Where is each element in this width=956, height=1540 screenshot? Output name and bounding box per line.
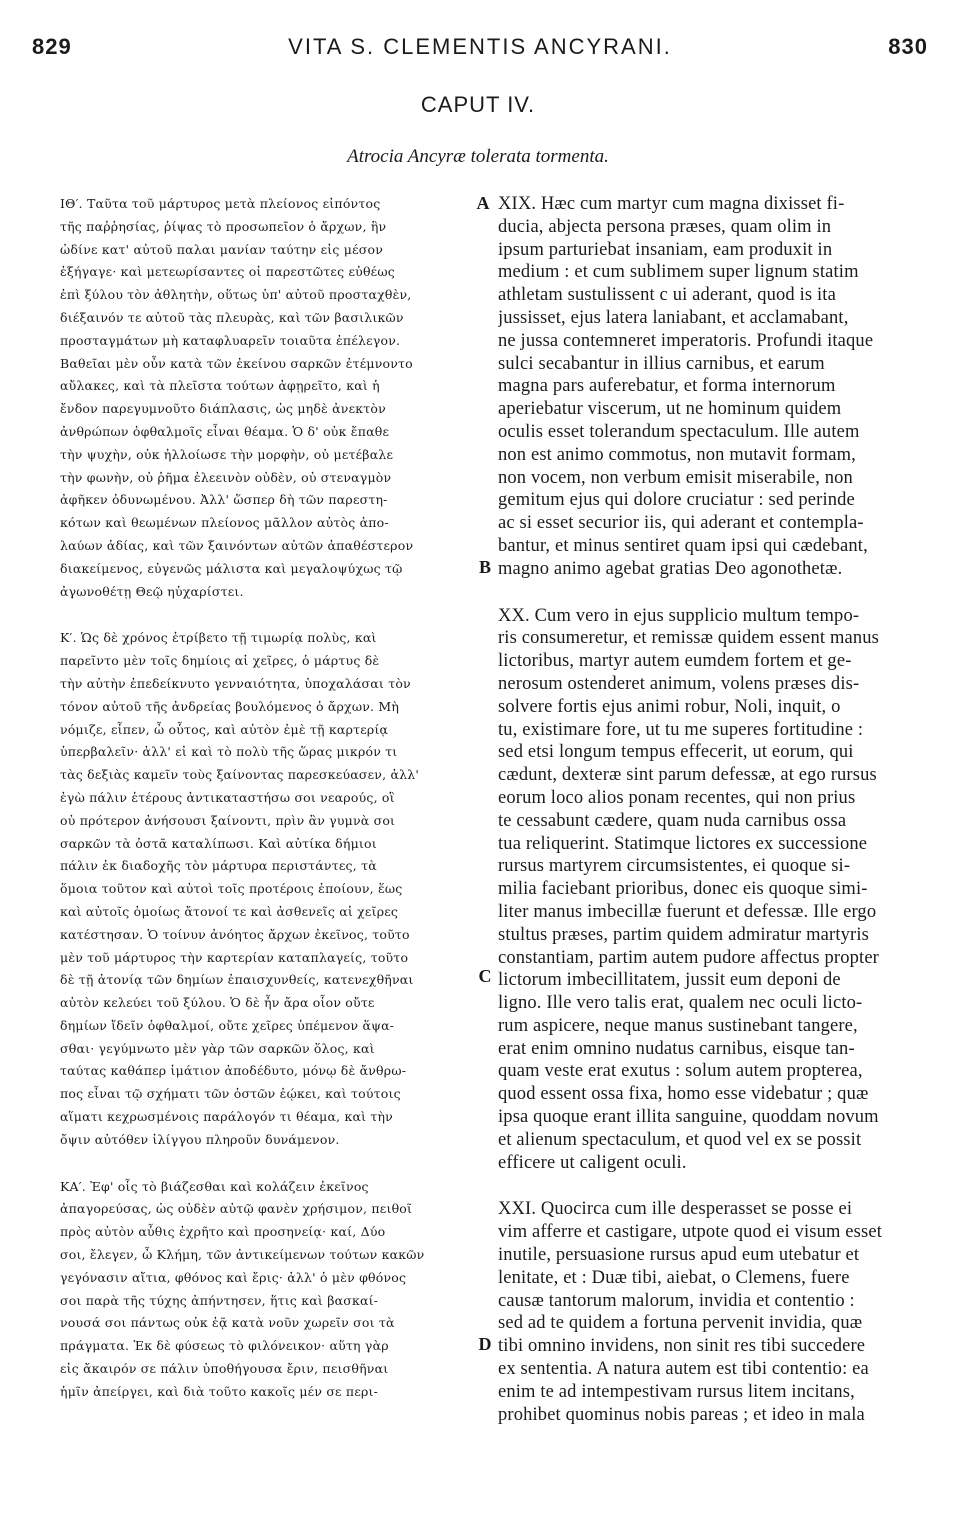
text-line: γεγόνασιν αἴτια, φθόνος καὶ ἔρις· ἀλλ' ὁ μὲν φθόνος bbox=[60, 1269, 407, 1285]
text-line: XX. Cum vero in ejus supplicio multum tempo- bbox=[498, 605, 860, 626]
text-line: ἀγωνοθέτῃ Θεῷ ηὐχαρίστει. bbox=[60, 583, 244, 599]
text-line: ἀνθρώπων ὀφθαλμοῖς εἶναι θέαμα. Ὁ δ' οὐκ ἔπαθε bbox=[60, 423, 390, 439]
text-line: jussisset, ejus latera laniabant, et acclamabant, bbox=[498, 307, 849, 328]
text-line: quam veste erat exutus : solum autem propterea, bbox=[498, 1061, 863, 1082]
text-line: ὠδίνε κατ' αὐτοῦ παλαι μανίαν ταύτην εἰς μέσον bbox=[60, 241, 384, 257]
text-line: πράγματα. Ἐκ δὲ φύσεως τὸ φιλόνεικον· αὕτη γὰρ bbox=[60, 1338, 389, 1354]
text-line: τόνον αὐτοῦ τῆς ἀνδρείας βουλόμενος ὁ ἄρχων. Μὴ bbox=[60, 698, 400, 714]
page-number-left: 829 bbox=[32, 34, 72, 59]
text-line: et alienum spectaculum, et quod vel ex se possit bbox=[498, 1129, 862, 1150]
text-line: μὲν τοῦ μάρτυρος τὴν καρτερίαν καταπλαγείς, τοῦτο bbox=[60, 949, 409, 965]
greek-paragraph-19 bbox=[60, 193, 472, 603]
text-line: enim te ad intempestivam rursus litem incitans, bbox=[498, 1381, 855, 1402]
latin-paragraph-20 bbox=[498, 605, 924, 1175]
text-line: κατέστησαν. Ὁ τοίνυν ἀνόητος ἄρχων ἐκεῖνος, τοῦτο bbox=[60, 926, 410, 942]
text-line: ex sententia. A natura autem est tibi contentio: ea bbox=[498, 1359, 869, 1380]
text-line: ἐξήγαγε· καὶ μετεωρίσαντες οἱ παρεστῶτες εὐθέως bbox=[60, 264, 395, 280]
text-line: σοι παρὰ τῆς τύχης ἀπήντησεν, ἥτις καὶ βασκαί- bbox=[60, 1292, 379, 1308]
text-line: πρὸς αὐτὸν αὖθις ἐχρῆτο καὶ προσηνείᾳ· καί, Δύο bbox=[60, 1224, 386, 1240]
text-line: quod essent ossa fixa, homo esse videbatur ; quæ bbox=[498, 1084, 869, 1105]
text-line: ducia, abjecta persona præses, quam olim in bbox=[498, 216, 832, 237]
text-line: oculis esset tolerandum spectaculum. Ille autem bbox=[498, 421, 860, 442]
latin-column bbox=[498, 193, 924, 1426]
page-number-right: 830 bbox=[888, 34, 928, 59]
text-line: αἵματι κεχρωσμένοις παράλογόν τι θέαμα, καὶ τὴν bbox=[60, 1109, 393, 1125]
text-line: ΚΑ′. Ἐφ' οἷς τὸ βιάζεσθαι καὶ κολάζειν ἐκεῖνος bbox=[60, 1178, 369, 1194]
paragraph-gap bbox=[60, 603, 472, 627]
text-line: lenitate, et : Duæ tibi, aiebat, o Clemens, fuere bbox=[498, 1267, 850, 1288]
text-line: εἰς ἄκαιρόν σε πάλιν ὑποθήγουσα ἔριν, πεισθῆναι bbox=[60, 1361, 389, 1377]
text-line: XXI. Quocirca cum ille desperasset se posse ei bbox=[498, 1199, 853, 1220]
text-line: medium : et cum sublimem super lignum statim bbox=[498, 262, 859, 283]
text-line: cædunt, dexteræ sint parum defessæ, at ego rursus bbox=[498, 765, 877, 786]
text-line: ne jussa contemneret imperatoris. Profundi itaque bbox=[498, 330, 874, 351]
paragraph-gap bbox=[498, 1174, 924, 1198]
text-line: ταύτας καθάπερ ἱμάτιον ἀποδέδυτο, μόνῳ δὲ ἄνθρω- bbox=[60, 1063, 407, 1079]
text-line: Βαθεῖαι μὲν οὖν κατὰ τῶν ἐκείνου σαρκῶν ἐτέμνοντο bbox=[60, 355, 413, 371]
text-line: bantur, et minus sentiret quam ipsi qui cædebant, bbox=[498, 535, 868, 556]
text-line: inutile, persuasione rursus apud eum utebatur et bbox=[498, 1245, 860, 1266]
text-line: τὰς δεξιὰς καμεῖν τοὺς ξαίνοντας παρεσκεύασεν, ἀλλ' bbox=[60, 767, 419, 783]
text-line: δὲ τῇ ἀτονίᾳ τῶν δημίων ἐπαισχυνθείς, κατενεχθῆναι bbox=[60, 972, 414, 988]
text-line: ἐγὼ πάλιν ἑτέρους ἀντικαταστήσω σοι νεαρούς, οἳ bbox=[60, 789, 395, 805]
text-line: gemitum ejus qui dolore cruciatur : sed perinde bbox=[498, 490, 855, 511]
text-line: constantiam, partim autem pudore affectus propter bbox=[498, 947, 879, 968]
text-line: stultus præses, partim quidem admiratur martyris bbox=[498, 924, 869, 945]
text-line: προσταγμάτων μὴ καταφλυαρεῖν τοιαῦτα ἐπέλεγον. bbox=[60, 332, 401, 348]
running-header bbox=[32, 34, 928, 64]
text-line: τὴν αὐτὴν ἐπεδείκνυτο γενναιότητα, ὑποχαλάσαι τὸν bbox=[60, 675, 411, 691]
text-line: σθαι· γεγύμνωτο μὲν γὰρ τῶν σαρκῶν ὅλος, καὶ bbox=[60, 1040, 375, 1056]
text-line: ὄψιν αὐτόθεν ἰλίγγου πληροῦν δυνάμενον. bbox=[60, 1131, 340, 1147]
text-line: te cessabunt cædere, quam nuda carnibus ossa bbox=[498, 810, 847, 831]
text-line: sed ad te quidem a fortuna pervenit invidia, quæ bbox=[498, 1313, 863, 1334]
text-line: ipsa quoque erant illita sanguine, quoddam novum bbox=[498, 1107, 879, 1128]
text-line: non vocem, non verbum emisit miserabile, non bbox=[498, 467, 853, 488]
chapter-heading: CAPUT IV. bbox=[420, 92, 536, 117]
text-line: nerosum ostenderet animum, volens præses dis- bbox=[498, 673, 860, 694]
running-title: VITA S. CLEMENTIS ANCYRANI. bbox=[288, 34, 672, 59]
text-line: XIX. Hæc cum martyr cum magna dixisset fi- bbox=[498, 194, 845, 214]
text-line: solvere fortis ejus animi robur, Noli, inquit, o bbox=[498, 696, 841, 717]
text-line: ris consumeretur, et remissæ quidem essent manus bbox=[498, 628, 880, 649]
text-line: vim afferre et castigare, utpote quod ei visum esset bbox=[498, 1222, 883, 1243]
text-line: ἡμῖν ἀπείργει, καὶ διὰ τοῦτο κακοῖς μέν σε περι- bbox=[60, 1383, 379, 1399]
text-line: διέξαινόν τε αὐτοῦ τὰς πλευρὰς, καὶ τῶν βασιλικῶν bbox=[60, 309, 404, 325]
text-line: tu, existimare fore, ut tu me superes fortitudine : bbox=[498, 719, 864, 740]
text-line: τῆς παῤῥησίας, ῥίψας τὸ προσωπεῖον ὁ ἄρχων, ἣν bbox=[60, 218, 387, 234]
text-line: αὔλακες, καὶ τὰ πλεῖστα τούτων ἀφῃρεῖτο, καὶ ἡ bbox=[60, 378, 380, 394]
text-line: αὐτὸν κελεύει τοῦ ξύλου. Ὁ δὲ ἦν ἄρα οἷον οὔτε bbox=[60, 995, 375, 1011]
text-line: σοι, ἔλεγεν, ὦ Κλήμη, τῶν ἀντικείμενων τούτων κακῶν bbox=[60, 1247, 425, 1263]
margin-letter-d: D bbox=[478, 1334, 492, 1354]
text-line: διακείμενος, εὐγενῶς μάλιστα καὶ μεγαλοψύχως τῷ bbox=[60, 560, 403, 576]
text-line: milia faciebant prioribus, donec eis quoque simi- bbox=[498, 879, 868, 900]
greek-column bbox=[60, 193, 472, 1404]
text-line: tua reliquerint. Statimque lictores ex successione bbox=[498, 833, 868, 854]
text-line: rursus martyrem circumsistentes, ei quoque si- bbox=[498, 856, 851, 877]
text-line: ἔνδον παρεγυμνοῦτο διάπλασις, ὡς μηδὲ ἀνεκτὸν bbox=[60, 401, 386, 417]
text-line: efficere ut caligent oculi. bbox=[498, 1152, 687, 1173]
text-line: sed etsi longum tempus effecerit, ut eorum, qui bbox=[498, 742, 854, 763]
text-line: erat enim omnino nudatus carnibus, eisque tan- bbox=[498, 1038, 855, 1059]
text-line: ἀφῆκεν ὀδυνωμένου. Ἀλλ' ὥσπερ δὴ τῶν παρεστη- bbox=[60, 492, 388, 508]
text-line: liter manus imbecillæ fuerunt et defessæ. Ille ergo bbox=[498, 901, 877, 922]
text-line: lictorum imbecillitatem, jussit eum deponi de bbox=[498, 970, 841, 991]
text-line: δημίων ἴδεῖν ὀφθαλμοί, οὔτε χεῖρες ὑπέμενον ἅψα- bbox=[60, 1017, 395, 1033]
greek-paragraph-20 bbox=[60, 627, 472, 1151]
chapter-subtitle: Atrocia Ancyræ tolerata tormenta. bbox=[347, 146, 609, 167]
text-line: ligno. Ille vero talis erat, qualem nec oculi licto- bbox=[498, 993, 863, 1014]
text-line: καὶ αὐτοῖς ὁμοίως ἄτονοί τε καὶ ἀσθενεῖς αἱ χεῖρες bbox=[60, 903, 399, 919]
text-line: νουσά σοι πάντως οὐκ ἐᾷ κατὰ νοῦν χωρεῖν σοι τὰ bbox=[60, 1315, 395, 1331]
text-line: νόμιζε, εἶπεν, ὦ οὗτος, καὶ αὐτὸν ἐμὲ τῇ καρτερίᾳ bbox=[60, 721, 389, 737]
paragraph-gap bbox=[498, 581, 924, 605]
latin-paragraph-21 bbox=[498, 1198, 924, 1426]
text-line: σαρκῶν τὰ ὀστᾶ καταλίπωσι. Καὶ αὐτίκα δήμιοι bbox=[60, 835, 377, 851]
text-line: ἀπαγορεύσας, ὡς οὐδὲν αὐτῷ φανὲν χρήσιμον, πειθοῖ bbox=[60, 1201, 413, 1217]
text-line: παρεῖντο μὲν τοῖς δημίοις αἱ χεῖρες, ὁ μάρτυς δὲ bbox=[60, 653, 380, 669]
text-line: πος εἶναι τῷ σχήματι τῶν ὀστῶν ἐῴκει, καὶ τούτοις bbox=[60, 1086, 401, 1102]
text-line: tibi omnino invidens, non sinit res tibi succedere bbox=[498, 1336, 866, 1357]
text-line: magna pars auferebatur, et forma internorum bbox=[498, 376, 836, 397]
text-line: ὑπερβαλεῖν· ἀλλ' εἰ καὶ τὸ πολὺ τῆς ὥρας μικρόν τι bbox=[60, 744, 398, 760]
paragraph-gap bbox=[60, 1152, 472, 1176]
greek-paragraph-21 bbox=[60, 1176, 472, 1404]
text-line: causæ tantorum malorum, invidia et contentio : bbox=[498, 1290, 855, 1311]
text-line: athletam sustulissent c ui aderant, quod is ita bbox=[498, 285, 836, 306]
text-line: τὴν φωνὴν, οὐ ῥῆμα ἐλεεινὸν οὐδὲν, οὐ στεναγμὸν bbox=[60, 469, 392, 485]
text-line: κότων καὶ θεωμένων πλείονος μᾶλλον αὐτὸς ἀπο- bbox=[60, 515, 389, 531]
margin-letter-a: A bbox=[476, 193, 490, 213]
text-line: rum aspicere, neque manus sustinebant tangere, bbox=[498, 1015, 858, 1036]
text-line: ipsum parturiebat insaniam, eam produxit in bbox=[498, 239, 833, 260]
margin-letter-b: B bbox=[478, 557, 491, 577]
text-line: aperiebatur viscerum, ut ne hominum quidem bbox=[498, 399, 842, 420]
latin-paragraph-19 bbox=[498, 193, 924, 581]
text-line: lictoribus, martyr autem eumdem fortem et ge- bbox=[498, 651, 852, 672]
text-line: τὴν ψυχὴν, οὐκ ἠλλοίωσε τὴν μορφὴν, οὐ μετέβαλε bbox=[60, 446, 394, 462]
text-line: Κ′. Ὡς δὲ χρόνος ἐτρίβετο τῇ τιμωρίᾳ πολὺς, καὶ bbox=[60, 630, 377, 646]
text-line: prohibet quominus nobis pareas ; et ideo in mala bbox=[498, 1404, 865, 1425]
text-line: πάλιν ἐκ διαδοχῆς τὸν μάρτυρα περιστάντες, τὰ bbox=[60, 858, 377, 874]
text-line: λαύων ἀδίας, καὶ τῶν ξαινόντων αὐτῶν ἀπαθέστερον bbox=[60, 537, 414, 553]
text-line: ac si esset securior iis, qui aderant et contempla- bbox=[498, 513, 864, 534]
text-line: sulci secabantur in illius carnibus, et earum bbox=[498, 353, 825, 374]
text-line: ἐπὶ ξύλου τὸν ἀθλητὴν, οὕτως ὑπ' αὐτοῦ προσταχθὲν, bbox=[60, 287, 412, 303]
text-line: eorum loco alios ponam recentes, qui non prius bbox=[498, 787, 856, 808]
text-line: ΙΘ′. Ταῦτα τοῦ μάρτυρος μετὰ πλείονος εἰπόντος bbox=[60, 196, 381, 211]
margin-letter-c: C bbox=[478, 966, 492, 986]
text-line: οὐ πρότερον ἀνήσουσι ξαίνοντι, πρὶν ἂν γυμνὰ σοι bbox=[60, 812, 396, 828]
text-line: ὅμοια τοῦτον καὶ αὐτοὶ τοῖς προτέροις ἐποίουν, ἕως bbox=[60, 881, 403, 897]
text-line: magno animo agebat gratias Deo agonothetæ. bbox=[498, 558, 843, 579]
text-line: non est animo commotus, non mutavit formam, bbox=[498, 444, 856, 465]
